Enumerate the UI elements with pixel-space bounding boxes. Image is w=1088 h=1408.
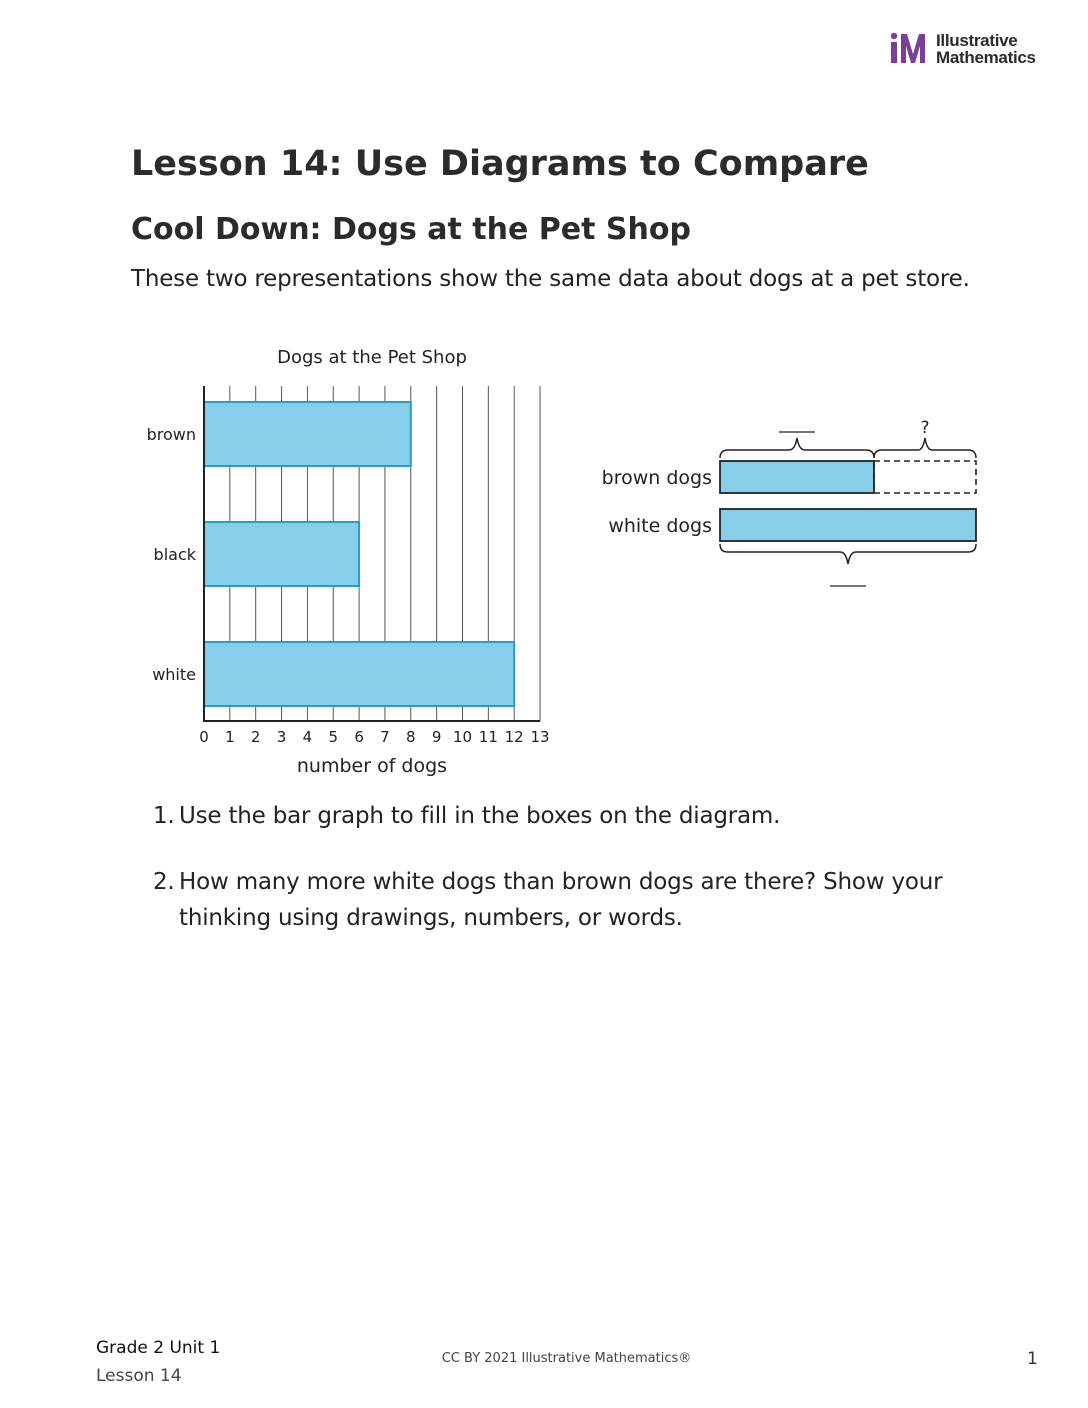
x-tick-label: 7 [380,728,390,746]
cooldown-title: Cool Down: Dogs at the Pet Shop [131,212,691,247]
category-label-brown: brown [146,425,196,444]
x-tick-label: 5 [328,728,339,746]
lesson-title: Lesson 14: Use Diagrams to Compare [131,144,869,184]
question-2-number: 2. [153,869,175,895]
tape-label-brown: brown dogs [601,467,712,489]
difference-question-mark: ? [920,418,930,438]
footer-unit: Grade 2 Unit 1 [96,1338,221,1358]
difference-dashed-tape [874,461,976,493]
x-tick-label: 0 [199,728,209,746]
bar-white [204,642,514,706]
x-tick-label: 6 [354,728,364,746]
tape-diagram [602,418,976,586]
bar-chart [147,347,550,777]
question-1-number: 1. [153,803,175,829]
logo-line-1: Illustrative [936,31,1018,50]
x-tick-label: 8 [406,728,416,746]
x-tick-label: 1 [225,728,235,746]
footer-copyright: CC BY 2021 Illustrative Mathematics® [441,1351,692,1366]
white-tape [720,509,976,541]
bar-black [204,522,359,586]
brown-tape [720,461,874,493]
x-tick-label: 2 [250,728,261,746]
intro-text: These two representations show the same data about dogs at a pet store. [131,266,970,292]
logo-line-2: Mathematics [936,48,1036,67]
category-label-white: white [152,665,196,684]
chart-title: Dogs at the Pet Shop [277,347,467,368]
x-tick-label: 4 [302,728,313,746]
x-tick-label: 11 [478,728,498,746]
question-2 [148,864,988,936]
question-list [148,798,988,936]
footer-lesson: Lesson 14 [96,1366,182,1386]
x-tick-label: 10 [452,728,473,746]
question-2-text: How many more white dogs than brown dogs are there? Show your thinking using drawings, numbers, or words. [179,869,943,931]
question-1-text: Use the bar graph to fill in the boxes on the diagram. [179,803,781,829]
white-bar-brace [720,544,976,564]
page-number: 1 [1027,1349,1038,1369]
x-axis-label: number of dogs [296,755,448,777]
x-tick-label: 3 [276,728,287,746]
question-1 [148,798,988,834]
tape-label-white: white dogs [608,515,712,537]
x-tick-label: 12 [504,728,524,746]
x-tick-label: 9 [431,728,442,746]
brown-bar-brace [720,438,874,458]
difference-brace [874,438,976,458]
x-tick-label: 13 [530,728,550,746]
category-label-black: black [153,545,196,564]
bar-brown [204,402,411,466]
